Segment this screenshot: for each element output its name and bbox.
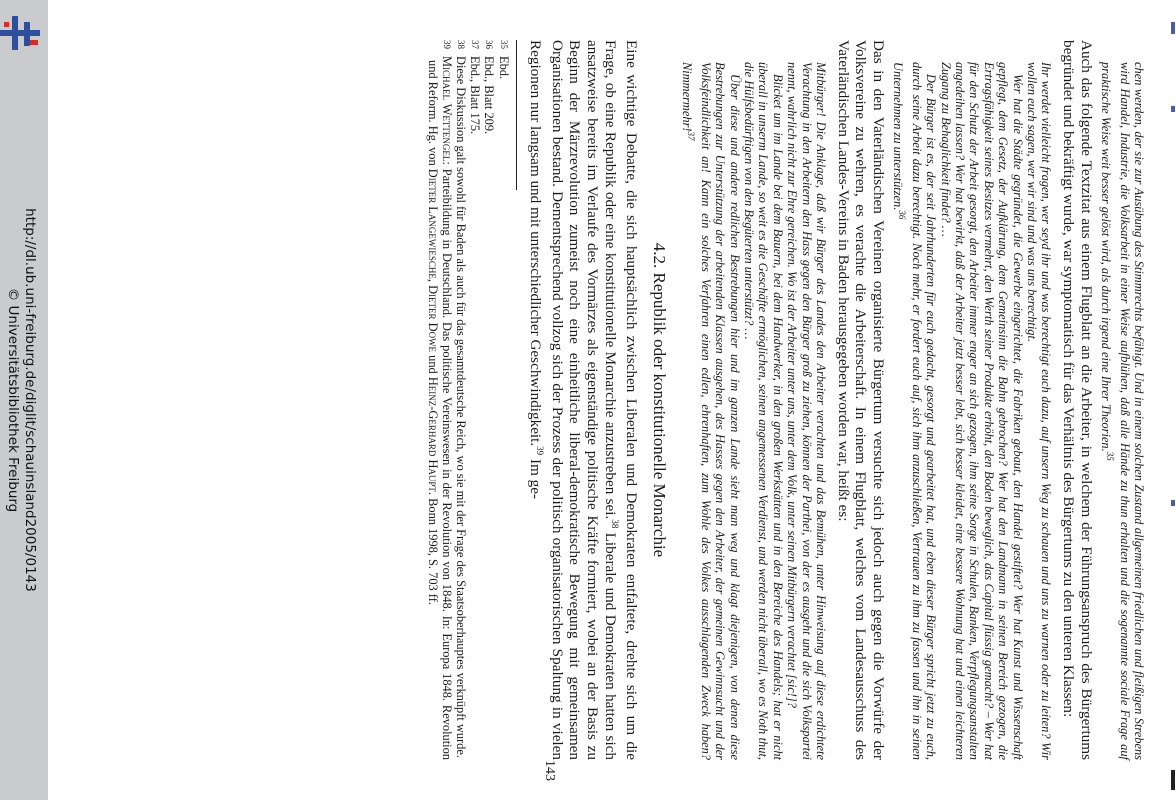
footnotes	[425, 40, 516, 760]
author-name: Michael Wettengel	[439, 56, 454, 162]
footnote-36	[482, 40, 496, 760]
footnote-39	[425, 40, 453, 760]
body-paragraph-2: Das in den Vaterländischen Vereinen organisierte Bürgertum versuchte sich jedoch auch gegen die Vorwürfe der Volksvereine zu wehren, es verachte die Arbeiterschaft. In einem Flugblatt, welches vom Landesausschuss des Vaterländischen Landes-Vereins in Baden herausgegeben worden war, heißt es:	[834, 40, 887, 760]
footnote-text: Ebd., Blatt 175.	[468, 56, 483, 135]
scanned-page	[58, 0, 1168, 800]
editor-name: Dieter Dowe	[425, 285, 440, 353]
footnote-divider	[516, 40, 517, 190]
separator: und	[425, 352, 440, 377]
right-edge-marks	[1170, 0, 1176, 800]
footnote-text: Ebd., Blatt 209.	[482, 56, 497, 135]
footnote-ref: 35	[1105, 451, 1116, 461]
quote2-para-1: Ihr werdet vielleicht fragen, wer seyd ihr und was berechtigt euch dazu, auf unsern Weg zu schauen und uns zu warnen oder zu leiten? Wir wollen euch sagen, wer wir sind und was uns berechtigt.	[1025, 62, 1054, 760]
editor-name: Heinz-Gerhard Haupt	[425, 376, 440, 492]
quote3-para-1: Mitbürger! Die Anklage, daß wir Bürger des Landes den Arbeiter verachten und das Bemühen, unter Hinweisung auf diese erdichtete Verachtung in den Arbeitern den Hass gegen den Bürger groß zu ziehen, können der Parthei, von der es ausgeht und die sich Volkspartei nennt, wahrlich nicht zur Ehre gereichen. Wo ist der Arbeiter unter uns, unter dem Volk, unter seinen Mitbürgern verachtet [sic!]?	[785, 62, 829, 760]
page-number: 143	[542, 760, 557, 781]
footnote-text: . Bonn 1998, S. 703 ff.	[425, 491, 440, 605]
footnote-number: 39	[441, 40, 452, 49]
footnote-38	[454, 40, 468, 760]
separator: ,	[425, 278, 440, 286]
body-paragraph-3	[527, 40, 641, 760]
footnote-text: Ebd.	[496, 56, 511, 80]
quote3-para-2: Blicket um im Lande bei dem Bauern, bei dem Handwerker, in den großen Werkstätten und in den Bereiche des Handels; hat er nicht überall in unserm Lande, so weit es die Geschäfte ermöglichen, seinen angemessenen Verdienst, und werden nicht überall, wo es Noth thut, die Hülfsbedürftigen von den Begüterten unterstützt? …	[742, 62, 785, 760]
quote-block-2	[891, 62, 1054, 760]
footnote-text: Diese Diskussion galt sowohl für Baden als auch für das gesamtdeutsche Reich, wo sie mit der Frage des Staatsoberhauptes verknüpft wurde.	[454, 56, 469, 758]
footnote-text: : Parteibildung in Deutschland. Das politische Vereinswesen in der Revolution von 1848. In: Europa 1848. Revolution und Reform. Hg. von	[425, 60, 454, 760]
footnote-ref: 39	[535, 446, 546, 456]
viewer-sidebar	[0, 0, 48, 800]
source-caption	[4, 0, 38, 800]
footnote-number: 35	[498, 40, 509, 49]
editor-name: Dieter Langewiesche	[425, 168, 440, 279]
para3-text-a: Eine wichtige Debatte, die sich hauptsächlich zwischen Liberalen und Demokraten entfaltete, drehte sich um die Frage, ob eine Republik oder eine konstitutionelle Monarchie anzustreben sei.	[601, 40, 641, 760]
footnote-ref: 38	[609, 519, 620, 529]
para3-text-c: Im ge-	[527, 455, 545, 500]
source-url[interactable]: http://dl.ub.uni-freiburg.de/diglit/schauinsland2005/0143	[22, 208, 38, 592]
quote2-para-2: Wer hat die Städte gegründet, die Gewerbe eingerichtet, die Fabriken gebaut, den Handel gestiftet? Wer hat Kunst und Wissenschaft gepflegt, dem Gesetz, der Aufklärung, dem Gemeinsinn die Bahn gebrochen? Wer hat den Landmann in seinen Bereich gezogen, die Ertragsfähigkeit seines Besitzes vermehrt, den Werth seiner Produkte erhöht, den Boden beweglich, das Capital flüssig gemacht? – Wer hat für den Schutz der Arbeit gesorgt, den Arbeiter immer enger an sich gezogen, ihm seine Sorge in Schulen, Banken, Verpflegungsanstalten angedeihen lassen? Wer hat bewirkt, daß der Arbeiter jetzt besser lebt, sich besser kleidet, eine bessere Wohnung hat und einen leichteren Zugang zu Behaglichkeit findet? …	[938, 62, 1025, 760]
quote-block-3	[680, 62, 828, 760]
quote1-text: chen werden, der sie zur Ausübung des Stimmrechts befähigt. Und in einem solchen Zustand allgemeinen friedlichen und fleißigen Strebens wird Handel, Industrie, die Volksarbeit in einer Weise aufblühen, daß alle Hände zu thun erhalten und die sogenannte sociale Frage auf praktische Weise weit besser gelöst wird, als durch irgend eine Ihrer Theorien.	[1099, 62, 1146, 760]
footnote-35	[496, 40, 510, 760]
section-heading: 4.2. Republik oder konstitutionelle Monarchie	[649, 242, 669, 558]
footnote-number: 38	[456, 40, 467, 49]
footnote-number: 36	[484, 40, 495, 49]
footnote-number: 37	[470, 40, 481, 49]
quote2-para-3: Der Bürger ist es, der seit Jahrhunderten für euch gedacht, gesorgt und gearbeitet hat, und eben dieser Bürger spricht jetzt zu euch, durch seine Arbeit dazu berechtigt. Noch mehr, er fordert euch auf, sich ihm anzuschließen, Vertrauen zu ihm zu fassen und ihn in seinen Unternehmen zu unterstützen.	[891, 62, 939, 760]
quote3-para-3: Über diese und andere redlichen Bestrebungen hier und im ganzen Lande sieht man weg und klagt diejenigen, von denen diese Bestrebungen zur Unterstützung der arbeitenden Klassen ausgehen, des Hasses gegen den Arbeiter, der gemeinen Gewinnsucht und der Volksfeindlichkeit an! Kann ein solches Verfahren einen edlen, ehrenhaften, zum Wohle des Volkes ausschlagenden Zweck haben? Nimmermehr!	[680, 62, 742, 760]
copyright-notice: © Universitätsbibliothek Freiburg	[5, 287, 21, 513]
quote-block-1	[1099, 62, 1146, 760]
body-paragraph-1: Auch das folgende Textzitat aus einem Flugblatt an die Arbeiter, in welchem der Führungsanspruch des Bürgertums begründet und bekräftigt wurde, war symptomatisch für das Verhältnis des Bürgertums zu den unteren Klassen:	[1060, 40, 1095, 760]
para3-text-b: Liberale und Demokraten hatten sich ansatzweise bereits im Verlaufe des Vormärzes als eigenständige politische Kräfte formiert, wobei an der Basis zu Beginn der Märzrevolution zumeist noch eine einheitliche liberal-demokratische Bewegung mit gemeinsamen Organisationen bestand. Dementsprechend vollzog sich der Prozess der politisch organisatorischen Spaltung in vielen Regionen nur langsam und mit unterschiedlicher Geschwindigkeit.	[527, 40, 619, 760]
footnote-ref: 37	[686, 131, 697, 141]
footnote-ref: 36	[897, 210, 908, 220]
footnote-37	[468, 40, 482, 760]
